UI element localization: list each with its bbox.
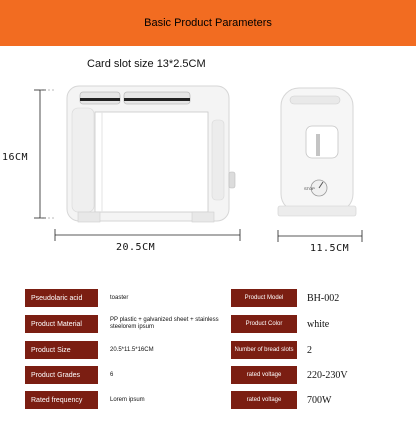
row-label-right: rated voltage [231, 366, 297, 384]
row-label-right: Number of bread slots [231, 341, 297, 359]
depth-dimension-label: 11.5CM [310, 243, 350, 254]
depth-dimension-line [278, 230, 362, 242]
width-dimension-label: 20.5CM [116, 242, 156, 253]
height-dimension-line [34, 90, 54, 218]
row-label-right: Product Model [231, 289, 297, 307]
row-value-right: BH-002 [307, 292, 340, 304]
row-label-left: Product Material [25, 315, 98, 333]
table-row [25, 289, 391, 307]
row-label-right: rated voltage [231, 391, 297, 409]
row-value-right: 220-230V [307, 369, 348, 381]
row-value-left: PP plastic + galvanized sheet + stainless steelorem ipsum [110, 317, 219, 330]
table-row [25, 341, 391, 359]
width-dimension-line [55, 229, 240, 241]
row-value-right: white [307, 318, 330, 330]
table-row [25, 391, 391, 409]
row-label-left: Product Grades [25, 366, 98, 384]
row-value-left: 6 [110, 371, 114, 378]
row-label-left: Rated frequency [25, 391, 98, 409]
row-label-left: Product Size [25, 341, 98, 359]
row-value-left: 20.5*11.5*16CM [110, 346, 154, 353]
row-value-left: toaster [110, 294, 129, 301]
page-title: Basic Product Parameters [144, 17, 272, 29]
row-value-right: 2 [307, 344, 312, 356]
toaster-side-view [278, 88, 356, 216]
card-slot-caption: Card slot size 13*2.5CM [87, 58, 206, 70]
row-label-right: Product Color [231, 315, 297, 333]
toaster-front-view [67, 86, 235, 222]
row-label-left: Pseudolaric acid [25, 289, 98, 307]
height-dimension-label: 16CM [2, 152, 29, 163]
row-value-left: Lorem ipsum [110, 396, 145, 403]
knob-stop-label: STOP [304, 186, 315, 191]
table-row [25, 315, 391, 333]
row-value-right: 700W [307, 394, 332, 406]
table-row [25, 366, 391, 384]
